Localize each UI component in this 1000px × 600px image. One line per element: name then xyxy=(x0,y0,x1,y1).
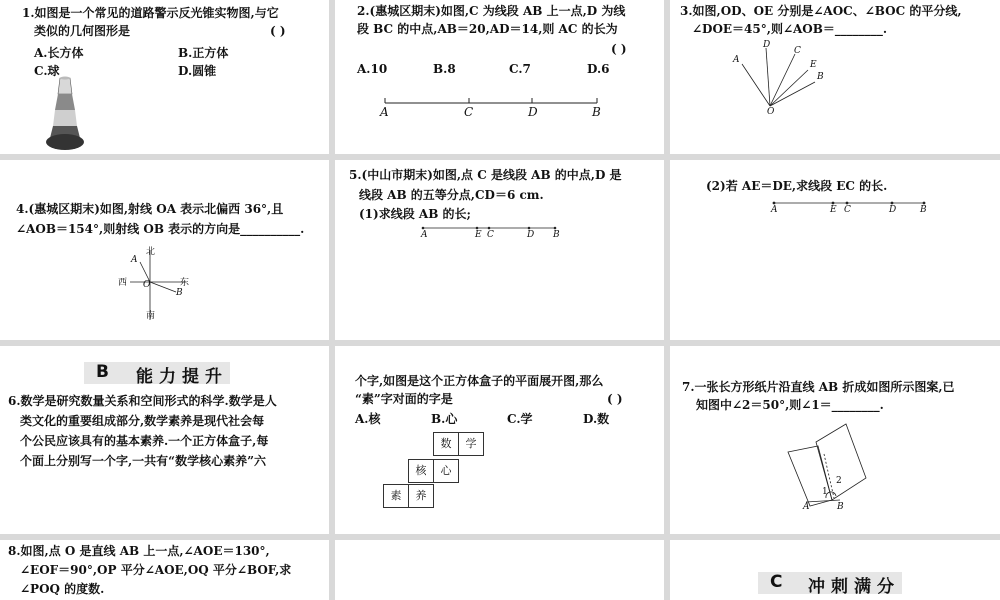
question-1-option-a: A.长方体 xyxy=(34,46,84,60)
question-7-line1: 7.一张长方形纸片沿直线 AB 折成如图所示图案,已 xyxy=(682,380,955,394)
q5-point-e-label: E xyxy=(475,230,482,240)
section-b-title: 能力提升 xyxy=(136,367,228,387)
question-5-part2-line1: (2)若 AE＝DE,求线段 EC 的长. xyxy=(706,179,888,193)
cube-net-face-xin: 心 xyxy=(433,459,459,483)
cube-net-face-shu-math: 数 xyxy=(433,432,459,456)
q4-ray-b-label: B xyxy=(176,288,183,298)
q7-angle-1-label: 1 xyxy=(822,487,828,497)
question-6b-option-a: A.核 xyxy=(355,412,381,426)
question-2-option-a: A.10 xyxy=(357,62,388,76)
question-6-line1: 6.数学是研究数量关系和空间形式的科学.数学是人 xyxy=(8,394,277,408)
panel-blank xyxy=(335,540,664,600)
question-6b-line2: “素”字对面的字是 xyxy=(355,392,453,406)
q3-ray-b-label: B xyxy=(817,72,824,82)
compass-west-label: 西 xyxy=(118,278,128,288)
q7-angle-2-label: 2 xyxy=(836,476,842,486)
segment-diagram-q2 xyxy=(375,96,605,110)
question-6b-option-d: D.数 xyxy=(583,412,610,426)
folded-paper-diagram-q7 xyxy=(778,420,878,516)
panel-question-2 xyxy=(335,0,664,154)
q3-origin-label: O xyxy=(767,107,775,117)
question-6b-option-b: B.心 xyxy=(431,412,458,426)
cube-net-face-su: 素 xyxy=(383,484,409,508)
question-5-line1: 5.(中山市期末)如图,点 C 是线段 AB 的中点,D 是 xyxy=(349,168,622,182)
compass-south-label: 南 xyxy=(146,311,156,321)
q5b-point-e-label: E xyxy=(830,205,837,215)
q5b-point-c-label: C xyxy=(844,205,851,215)
cube-net-face-yang: 养 xyxy=(408,484,434,508)
panel-question-7 xyxy=(670,346,1000,534)
section-b-letter: B xyxy=(96,362,115,382)
q5b-point-b-label: B xyxy=(920,205,927,215)
question-8-line1: 8.如图,点 O 是直线 AB 上一点,∠AOE＝130°, xyxy=(8,544,270,558)
q5b-point-d-label: D xyxy=(889,205,897,215)
q3-ray-c-label: C xyxy=(794,46,801,56)
question-1-option-b: B.正方体 xyxy=(178,46,229,60)
cube-net-face-xue: 学 xyxy=(458,432,484,456)
question-2-line1: 2.(惠城区期末)如图,C 为线段 AB 上一点,D 为线 xyxy=(357,4,626,18)
panel-question-6 xyxy=(0,346,329,534)
panel-section-c xyxy=(670,540,1000,600)
panel-question-6-continued xyxy=(335,346,664,534)
q3-ray-a-label: A xyxy=(733,55,740,65)
q5-point-b-label: B xyxy=(553,230,560,240)
q5b-point-a-label: A xyxy=(771,205,778,215)
question-1-line2: 类似的几何图形是 xyxy=(34,24,131,38)
question-1-option-d: D.圆锥 xyxy=(178,64,217,78)
question-5-line2: 线段 AB 的五等分点,CD＝6 cm. xyxy=(359,188,544,202)
question-1-paren: ( ) xyxy=(270,24,286,38)
panel-question-1 xyxy=(0,0,329,154)
panel-question-5-part2 xyxy=(670,160,1000,340)
q7-point-a-label: A xyxy=(803,502,810,512)
q7-point-b-label: B xyxy=(837,502,844,512)
compass-north-label: 北 xyxy=(146,247,156,257)
q3-ray-d-label: D xyxy=(763,40,771,50)
question-4-line2: ∠AOB＝154°,则射线 OB 表示的方向是__________. xyxy=(16,222,305,236)
question-1-option-c: C.球 xyxy=(34,64,60,78)
question-4-line1: 4.(惠城区期末)如图,射线 OA 表示北偏西 36°,且 xyxy=(16,202,284,216)
question-8-line2: ∠EOF＝90°,OP 平分∠AOE,OQ 平分∠BOF,求 xyxy=(20,563,292,577)
question-7-line2: 知图中∠2＝50°,则∠1＝________. xyxy=(696,398,884,412)
q3-ray-e-label: E xyxy=(810,60,817,70)
question-8-line3: ∠POQ 的度数. xyxy=(20,582,105,596)
panel-question-8 xyxy=(0,540,329,600)
question-6b-line1: 个字,如图是这个正方体盒子的平面展开图,那么 xyxy=(355,374,604,388)
question-1-line1: 1.如图是一个常见的道路警示反光锥实物图,与它 xyxy=(22,6,279,20)
question-2-option-c: C.7 xyxy=(509,62,531,76)
section-c-letter: C xyxy=(770,572,789,592)
q4-origin-label: O xyxy=(143,280,151,290)
q5-point-d-label: D xyxy=(527,230,535,240)
compass-east-label: 东 xyxy=(180,278,190,288)
q4-ray-a-label: A xyxy=(131,255,138,265)
panel-question-4 xyxy=(0,160,329,340)
q2-point-c-label: C xyxy=(464,105,474,119)
section-c-banner xyxy=(758,572,902,597)
question-6-line3: 个公民应该具有的基本素养.一个正方体盒子,每 xyxy=(20,434,269,448)
question-2-option-b: B.8 xyxy=(433,62,456,76)
q2-point-d-label: D xyxy=(528,105,538,119)
question-6-line4: 个面上分别写一个字,一共有“数学核心素养”六 xyxy=(20,454,266,468)
question-2-line2: 段 BC 的中点,AB＝20,AD＝14,则 AC 的长为 xyxy=(357,22,618,36)
q2-point-b-label: B xyxy=(592,105,601,119)
traffic-cone-image xyxy=(40,76,90,152)
question-3-line2: ∠DOE＝45°,则∠AOB＝________. xyxy=(692,22,888,36)
question-6-line2: 类文化的重要组成部分,数学素养是现代社会每 xyxy=(20,414,265,428)
section-b-banner xyxy=(84,362,230,387)
cube-net-face-he: 核 xyxy=(408,459,434,483)
question-2-option-d: D.6 xyxy=(587,62,610,76)
angle-diagram-q3 xyxy=(730,40,830,110)
question-6b-option-c: C.学 xyxy=(507,412,533,426)
panel-question-5 xyxy=(335,160,664,340)
question-5-line3: (1)求线段 AB 的长; xyxy=(359,207,471,221)
panel-question-3 xyxy=(670,0,1000,154)
q2-point-a-label: A xyxy=(380,105,389,119)
section-c-title: 冲刺满分 xyxy=(808,577,900,597)
question-6b-paren: ( ) xyxy=(607,392,623,406)
question-3-line1: 3.如图,OD、OE 分别是∠AOC、∠BOC 的平分线, xyxy=(680,4,962,18)
question-2-paren: ( ) xyxy=(611,42,627,56)
q5-point-c-label: C xyxy=(487,230,494,240)
q5-point-a-label: A xyxy=(421,230,428,240)
